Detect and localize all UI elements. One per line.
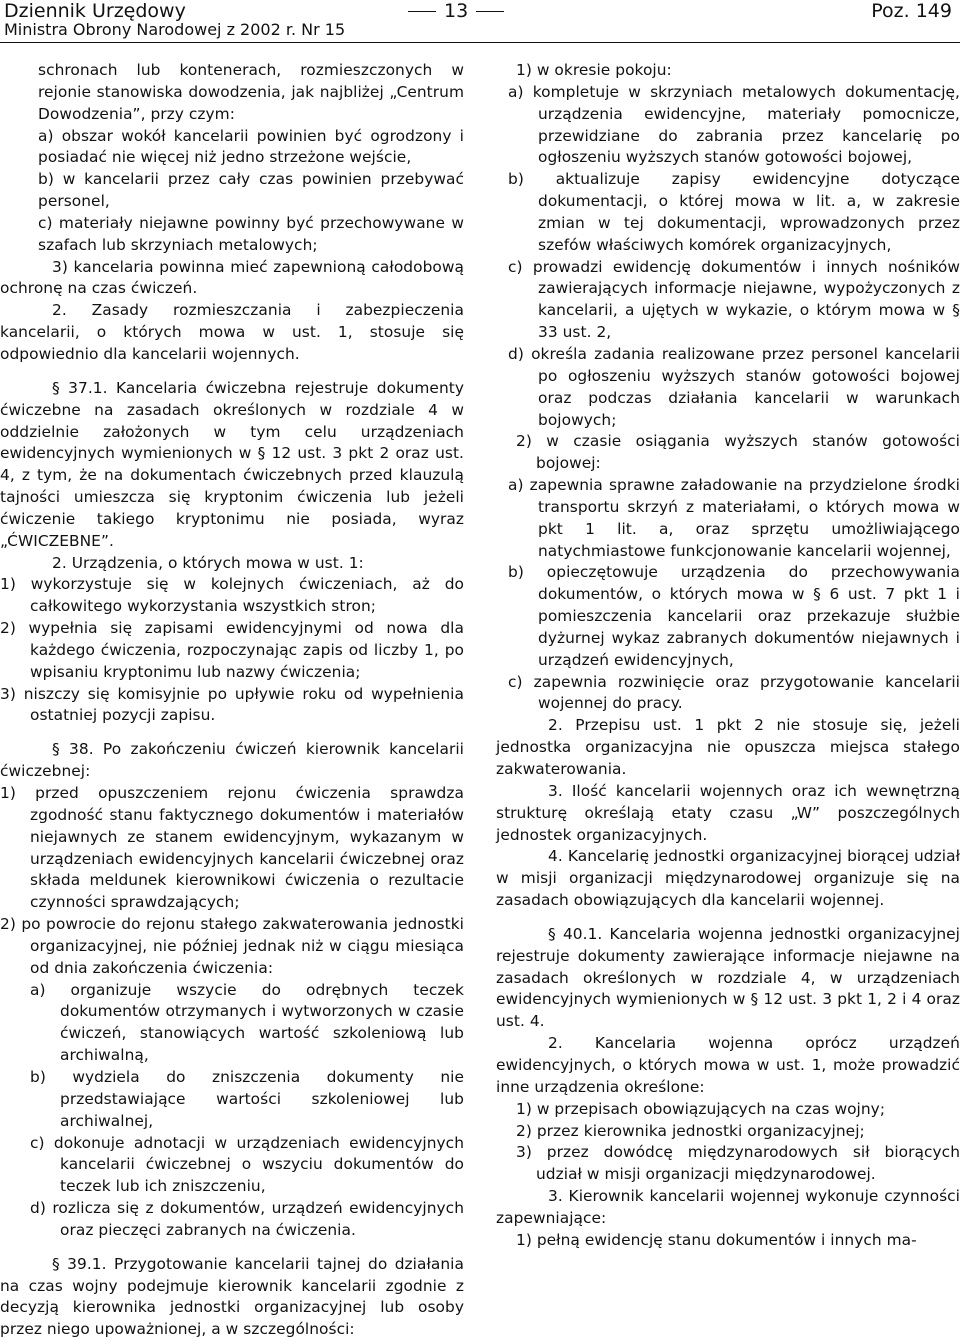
paragraph: 1) w przepisach obowiązujących na czas wojny; [516, 1099, 886, 1118]
page-number: 13 [444, 0, 469, 22]
paragraph: 1) w okresie pokoju: [516, 61, 672, 79]
paragraph: 2. Zasady rozmieszczania i zabezpieczenia kancelarii, o których mowa w ust. 1, stosuje się odpowiednio dla kancelarii wojennych. [0, 301, 464, 363]
position-number: Poz. 149 [871, 0, 952, 22]
right-column [496, 60, 960, 1252]
paragraph: b) aktualizuje zapisy ewidencyjne dotyczące dokumentacji, o której mowa w lit. a, w zakresie zmian w tej dokumentacji, wprowadzonych przez szefów właściwych komórek organizacyjnych, [508, 170, 960, 254]
page-number-dash-left [408, 11, 436, 12]
paragraph: c) zapewnia rozwinięcie oraz przygotowanie kancelarii wojennej do pracy. [508, 672, 960, 713]
issuer-line: Ministra Obrony Narodowej z 2002 r. Nr 15 [4, 20, 346, 39]
paragraph: a) obszar wokół kancelarii powinien być ogrodzony i posiadać nie więcej niż jedno strzeżone wejście, [38, 126, 464, 167]
paragraph: 1) przed opuszczeniem rejonu ćwiczenia sprawdza zgodność stanu faktycznego dokumentów i materiałów niejawnych ze stanem ewidencyjnym, wykazanym w urządzeniach ewidencyjnych kancelarii ćwiczebnej oraz składa meldunek kierownikowi ćwiczenia o rezultacie czynności sprawdzających; [0, 784, 464, 912]
paragraph-gap [0, 1242, 464, 1254]
paragraph: a) kompletuje w skrzyniach metalowych dokumentację, urządzenia ewidencyjne, materiały pomocnicze, przewidziane do zabrania przez kancelarię po ogłoszeniu wyższych stanów gotowości bojowej, [508, 82, 960, 167]
paragraph: 4. Kancelarię jednostki organizacyjnej biorącej udział w misji organizacji międzynarodowej organizuje się na zasadach obowiązujących dla kancelarii wojennej. [496, 847, 960, 910]
paragraph: a) organizuje wszycie do odrębnych teczek dokumentów otrzymanych i wytworzonych w czasie ćwiczeń, stanowiących wartość szkoleniową lub archiwalną, [30, 980, 464, 1065]
paragraph: d) rozlicza się z dokumentów, urządzeń ewidencyjnych oraz pieczęci zabranych na ćwiczenia. [30, 1199, 464, 1239]
paragraph: d) określa zadania realizowane przez personel kancelarii po ogłoszeniu wyższych stanów gotowości bojowej oraz podczas działania kancelarii w warunkach bojowych; [508, 344, 960, 429]
journal-title: Dziennik Urzędowy [4, 0, 186, 22]
paragraph: c) materiały niejawne powinny być przechowywane w szafach lub skrzyniach metalowych; [38, 213, 464, 254]
paragraph: 2. Urządzenia, o których mowa w ust. 1: [52, 553, 364, 572]
paragraph-gap [496, 912, 960, 924]
paragraph: b) w kancelarii przez cały czas powinien przebywać personel, [38, 170, 464, 211]
paragraph: § 39.1. Przygotowanie kancelarii tajnej do działania na czas wojny podejmuje kierownik kancelarii zgodnie z decyzją kierownika jednostki organizacyjnej lub osoby przez niego upoważnionej, a w szczególności: [0, 1254, 464, 1339]
paragraph: 3. Kierownik kancelarii wojennej wykonuje czynności zapewniające: [496, 1187, 960, 1227]
paragraph: 3) niszczy się komisyjnie po upływie roku od wypełnienia ostatniej pozycji zapisu. [0, 684, 464, 725]
paragraph: § 37.1. Kancelaria ćwiczebna rejestruje dokumenty ćwiczebne na zasadach określonych w rozdziale 4 w oddzielnie założonych w tym celu urządzeniach ewidencyjnych wymienionych w § 12 ust. 3 pkt 2 oraz ust. 4, z tym, że na dokumentach ćwiczebnych przed klauzulą tajności umieszcza się kryptonim ćwiczenia lub jeżeli ćwiczenie takiego kryptonimu nie posiada, wyraz „ĆWICZEBNE”. [0, 378, 464, 550]
paragraph: c) prowadzi ewidencję dokumentów i innych nośników zawierających informacje niejawne, wypożyczonych z kancelarii, a ujętych w wykazie, o którym mowa w § 33 ust. 2, [508, 257, 960, 342]
paragraph: 1) pełną ewidencję stanu dokumentów i innych ma- [516, 1230, 917, 1249]
paragraph: § 40.1. Kancelaria wojenna jednostki organizacyjnej rejestruje dokumenty zawierające informacje niejawne na zasadach określonych w rozdziale 4, w urządzeniach ewidencyjnych wymienionych w § 12 ust. 3 pkt 1, 2 i 4 oraz ust. 4. [496, 924, 960, 1031]
left-column [0, 60, 464, 1341]
paragraph-gap [0, 727, 464, 739]
paragraph: b) opieczętowuje urządzenia do przechowywania dokumentów, o których mowa w § 6 ust. 7 pkt 1 i pomieszczenia kancelarii oraz przekazuje służbie dyżurnej wykaz zabranych dokumentów niejawnych i urządzeń ewidencyjnych, [508, 563, 960, 669]
paragraph: 2) po powrocie do rejonu stałego zakwaterowania jednostki organizacyjnej, nie później jednak niż w ciągu miesiąca od dnia zakończenia ćwiczenia: [0, 915, 464, 977]
paragraph: 3) kancelaria powinna mieć zapewnioną całodobową ochronę na czas ćwiczeń. [0, 257, 464, 298]
paragraph: b) wydziela do zniszczenia dokumenty nie przedstawiające wartości szkoleniowej lub archiwalnej, [30, 1067, 464, 1130]
header-rule [0, 42, 960, 43]
paragraph: 2) wypełnia się zapisami ewidencyjnymi od nowa dla każdego ćwiczenia, rozpoczynając zapis od liczby 1, po wpisaniu kryptonimu lub nazwy ćwiczenia; [0, 619, 464, 681]
paragraph-gap [0, 366, 464, 378]
paragraph: 3. Ilość kancelarii wojennych oraz ich wewnętrzną strukturę określają etaty czasu „W” poszczególnych jednostek organizacyjnych. [496, 781, 960, 844]
paragraph: c) dokonuje adnotacji w urządzeniach ewidencyjnych kancelarii ćwiczebnej o wszyciu dokumentów do teczek lub ich zniszczeniu, [30, 1133, 464, 1196]
paragraph: 2) przez kierownika jednostki organizacyjnej; [516, 1121, 865, 1140]
page-header [0, 0, 960, 44]
paragraph: 2. Przepisu ust. 1 pkt 2 nie stosuje się, jeżeli jednostka organizacyjna nie opuszcza miejsca stałego zakwaterowania. [496, 716, 960, 778]
paragraph: 3) przez dowódcę międzynarodowych sił biorących udział w misji organizacji międzynarodowej. [516, 1143, 960, 1184]
paragraph: 1) wykorzystuje się w kolejnych ćwiczeniach, aż do całkowitego wykorzystania wszystkich stron; [0, 575, 464, 616]
page-number-dash-right [476, 11, 504, 12]
paragraph: a) zapewnia sprawne załadowanie na przydzielone środki transportu skrzyń z materiałami, o których mowa w pkt 1 lit. a, oraz sprzętu umożliwiającego natychmiastowe funkcjonowanie kancelarii wojennej, [508, 476, 960, 560]
paragraph: 2) w czasie osiągania wyższych stanów gotowości bojowej: [516, 432, 960, 473]
paragraph: schronach lub kontenerach, rozmieszczonych w rejonie stanowiska dowodzenia, jak najbliżej „Centrum Dowodzenia”, przy czym: [38, 61, 464, 123]
paragraph: 2. Kancelaria wojenna oprócz urządzeń ewidencyjnych, o których mowa w ust. 1, może prowadzić inne urządzenia określone: [496, 1034, 960, 1096]
paragraph: § 38. Po zakończeniu ćwiczeń kierownik kancelarii ćwiczebnej: [0, 740, 464, 781]
page-number-block [400, 0, 512, 22]
